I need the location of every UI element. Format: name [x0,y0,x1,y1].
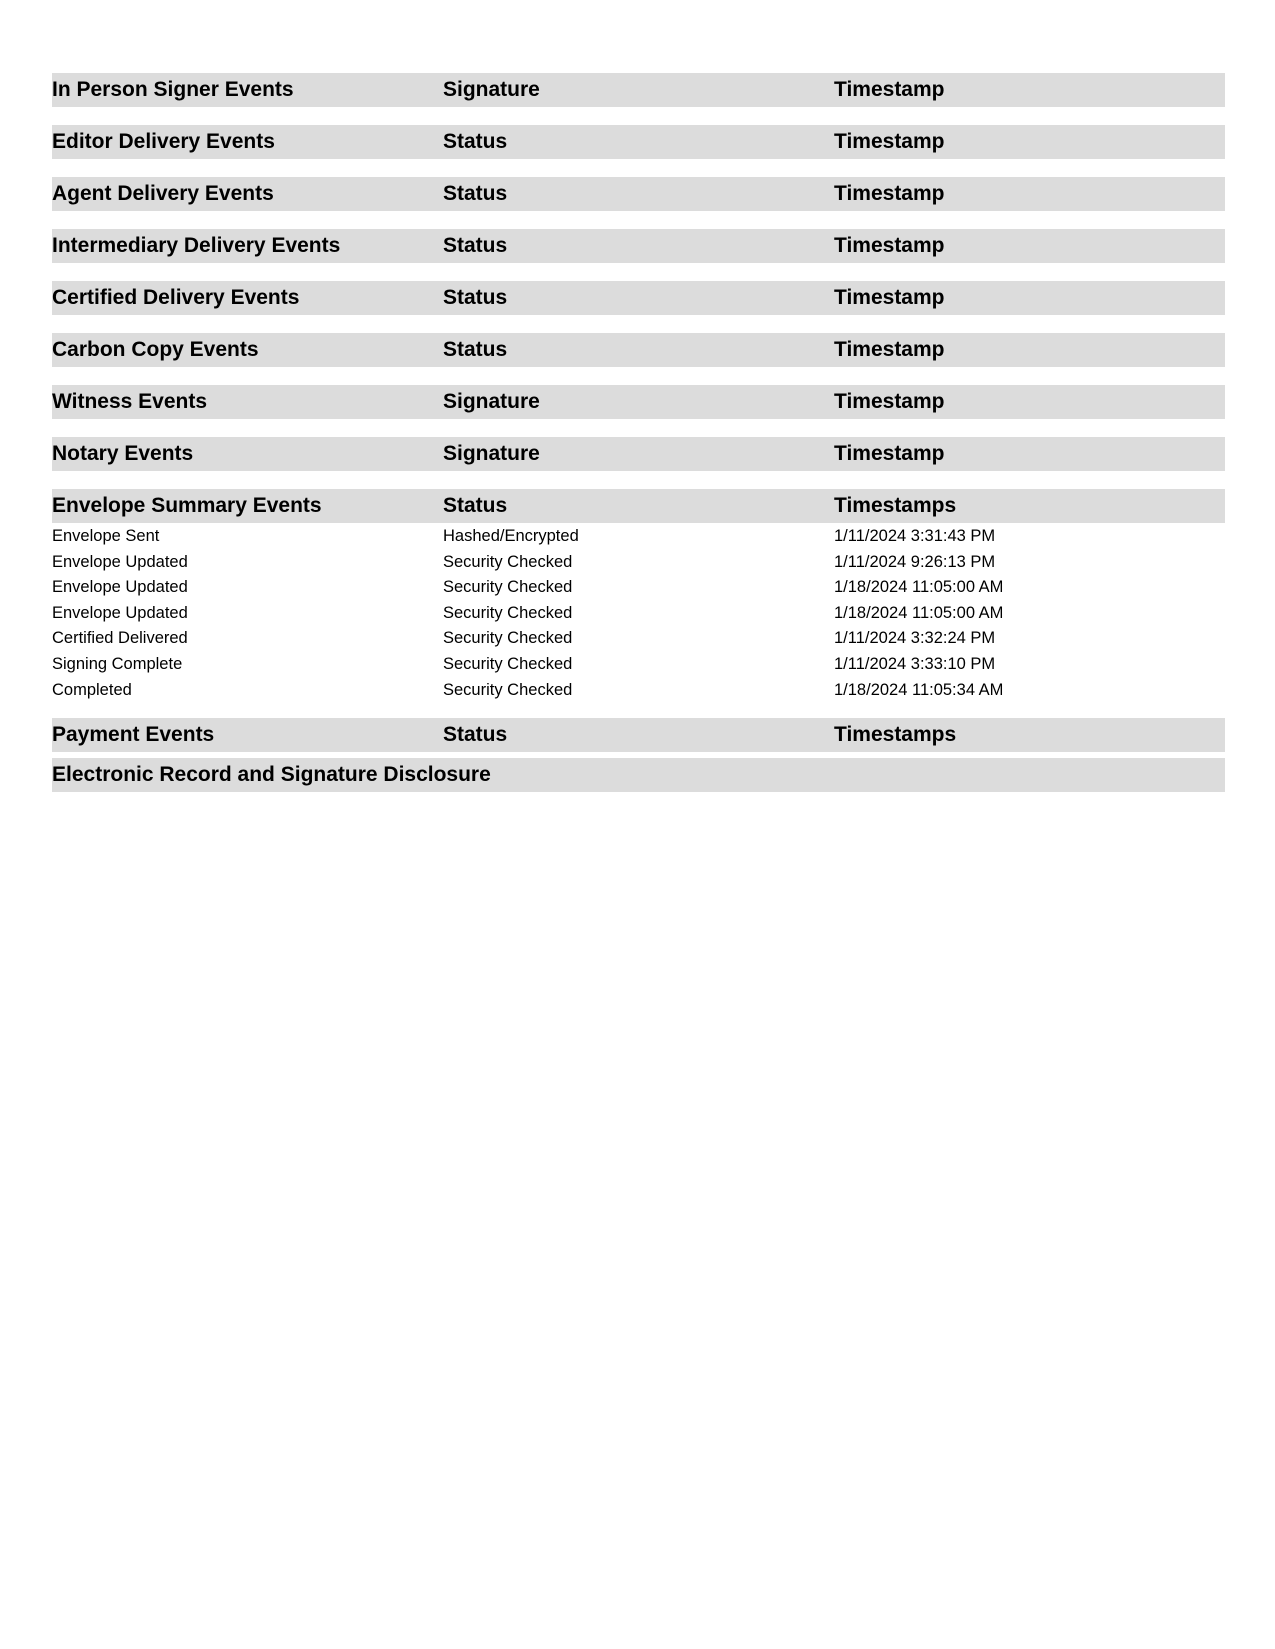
table-row [52,550,1225,576]
agent-delivery-events-section [52,177,1225,211]
table-row [52,575,1225,601]
event-status: Security Checked [443,629,573,648]
payment-events-section [52,718,1225,752]
notary-events-section [52,437,1225,471]
section-column-label: Timestamps [834,723,957,747]
section-column-label: Timestamp [834,182,945,205]
section-title: Intermediary Delivery Events [52,234,341,257]
event-status: Security Checked [443,552,573,571]
section-column-label: Timestamp [834,234,945,257]
section-column-label: Timestamp [834,78,945,101]
section-header [52,489,1225,523]
event-name: Certified Delivered [52,629,188,648]
section-header [52,758,1225,792]
section-title: Carbon Copy Events [52,338,259,361]
section-header [52,229,1225,263]
section-column-label: Status [443,234,508,257]
section-column-label: Timestamp [834,442,945,465]
witness-events-section [52,385,1225,419]
event-timestamp: 1/18/2024 11:05:00 AM [834,578,1004,597]
section-header [52,177,1225,211]
section-title: Payment Events [52,723,215,747]
event-name: Envelope Updated [52,603,188,622]
section-column-label: Signature [443,78,540,101]
section-header [52,125,1225,159]
envelope-summary-rows [52,523,1225,712]
section-title: Editor Delivery Events [52,130,275,153]
section-column-label: Status [443,338,508,361]
event-status: Security Checked [443,680,573,699]
section-title: Envelope Summary Events [52,494,322,517]
section-column-label: Status [443,286,508,309]
event-status: Security Checked [443,654,573,673]
section-title: Electronic Record and Signature Disclosure [52,763,491,787]
section-column-label: Signature [443,390,540,413]
event-name: Envelope Updated [52,552,188,571]
table-row [52,678,1225,704]
event-status: Hashed/Encrypted [443,527,579,545]
section-header [52,437,1225,471]
section-title: Agent Delivery Events [52,182,274,205]
section-header [52,333,1225,367]
section-column-label: Status [443,494,508,517]
section-title: Certified Delivery Events [52,286,300,309]
event-timestamp: 1/11/2024 3:33:10 PM [834,654,996,673]
section-header [52,385,1225,419]
event-status: Security Checked [443,578,573,597]
section-column-label: Timestamp [834,390,945,413]
event-timestamp: 1/18/2024 11:05:34 AM [834,680,1004,699]
table-row [52,626,1225,652]
event-timestamp: 1/18/2024 11:05:00 AM [834,603,1004,622]
table-row [52,524,1225,550]
event-name: Envelope Updated [52,578,188,597]
section-column-label: Status [443,723,508,747]
envelope-summary-events-section [52,489,1225,712]
section-header [52,73,1225,107]
document-page [52,73,1225,810]
event-timestamp: 1/11/2024 3:31:43 PM [834,527,996,545]
section-column-label: Timestamps [834,494,957,517]
event-name: Signing Complete [52,654,183,673]
section-column-label: Signature [443,442,540,465]
table-row [52,601,1225,627]
in-person-signer-events-section [52,73,1225,107]
event-name: Envelope Sent [52,527,160,545]
section-title: Witness Events [52,390,208,413]
section-column-label: Status [443,182,508,205]
section-column-label: Timestamp [834,130,945,153]
certified-delivery-events-section [52,281,1225,315]
table-row [52,652,1225,678]
intermediary-delivery-events-section [52,229,1225,263]
event-name: Completed [52,680,132,699]
carbon-copy-events-section [52,333,1225,367]
section-title: In Person Signer Events [52,78,294,101]
event-timestamp: 1/11/2024 3:32:24 PM [834,629,996,648]
editor-delivery-events-section [52,125,1225,159]
section-title: Notary Events [52,442,194,465]
section-column-label: Timestamp [834,286,945,309]
section-column-label: Timestamp [834,338,945,361]
event-timestamp: 1/11/2024 9:26:13 PM [834,552,996,571]
section-header [52,281,1225,315]
section-column-label: Status [443,130,508,153]
section-header [52,718,1225,752]
event-status: Security Checked [443,603,573,622]
electronic-record-disclosure-section [52,758,1225,792]
